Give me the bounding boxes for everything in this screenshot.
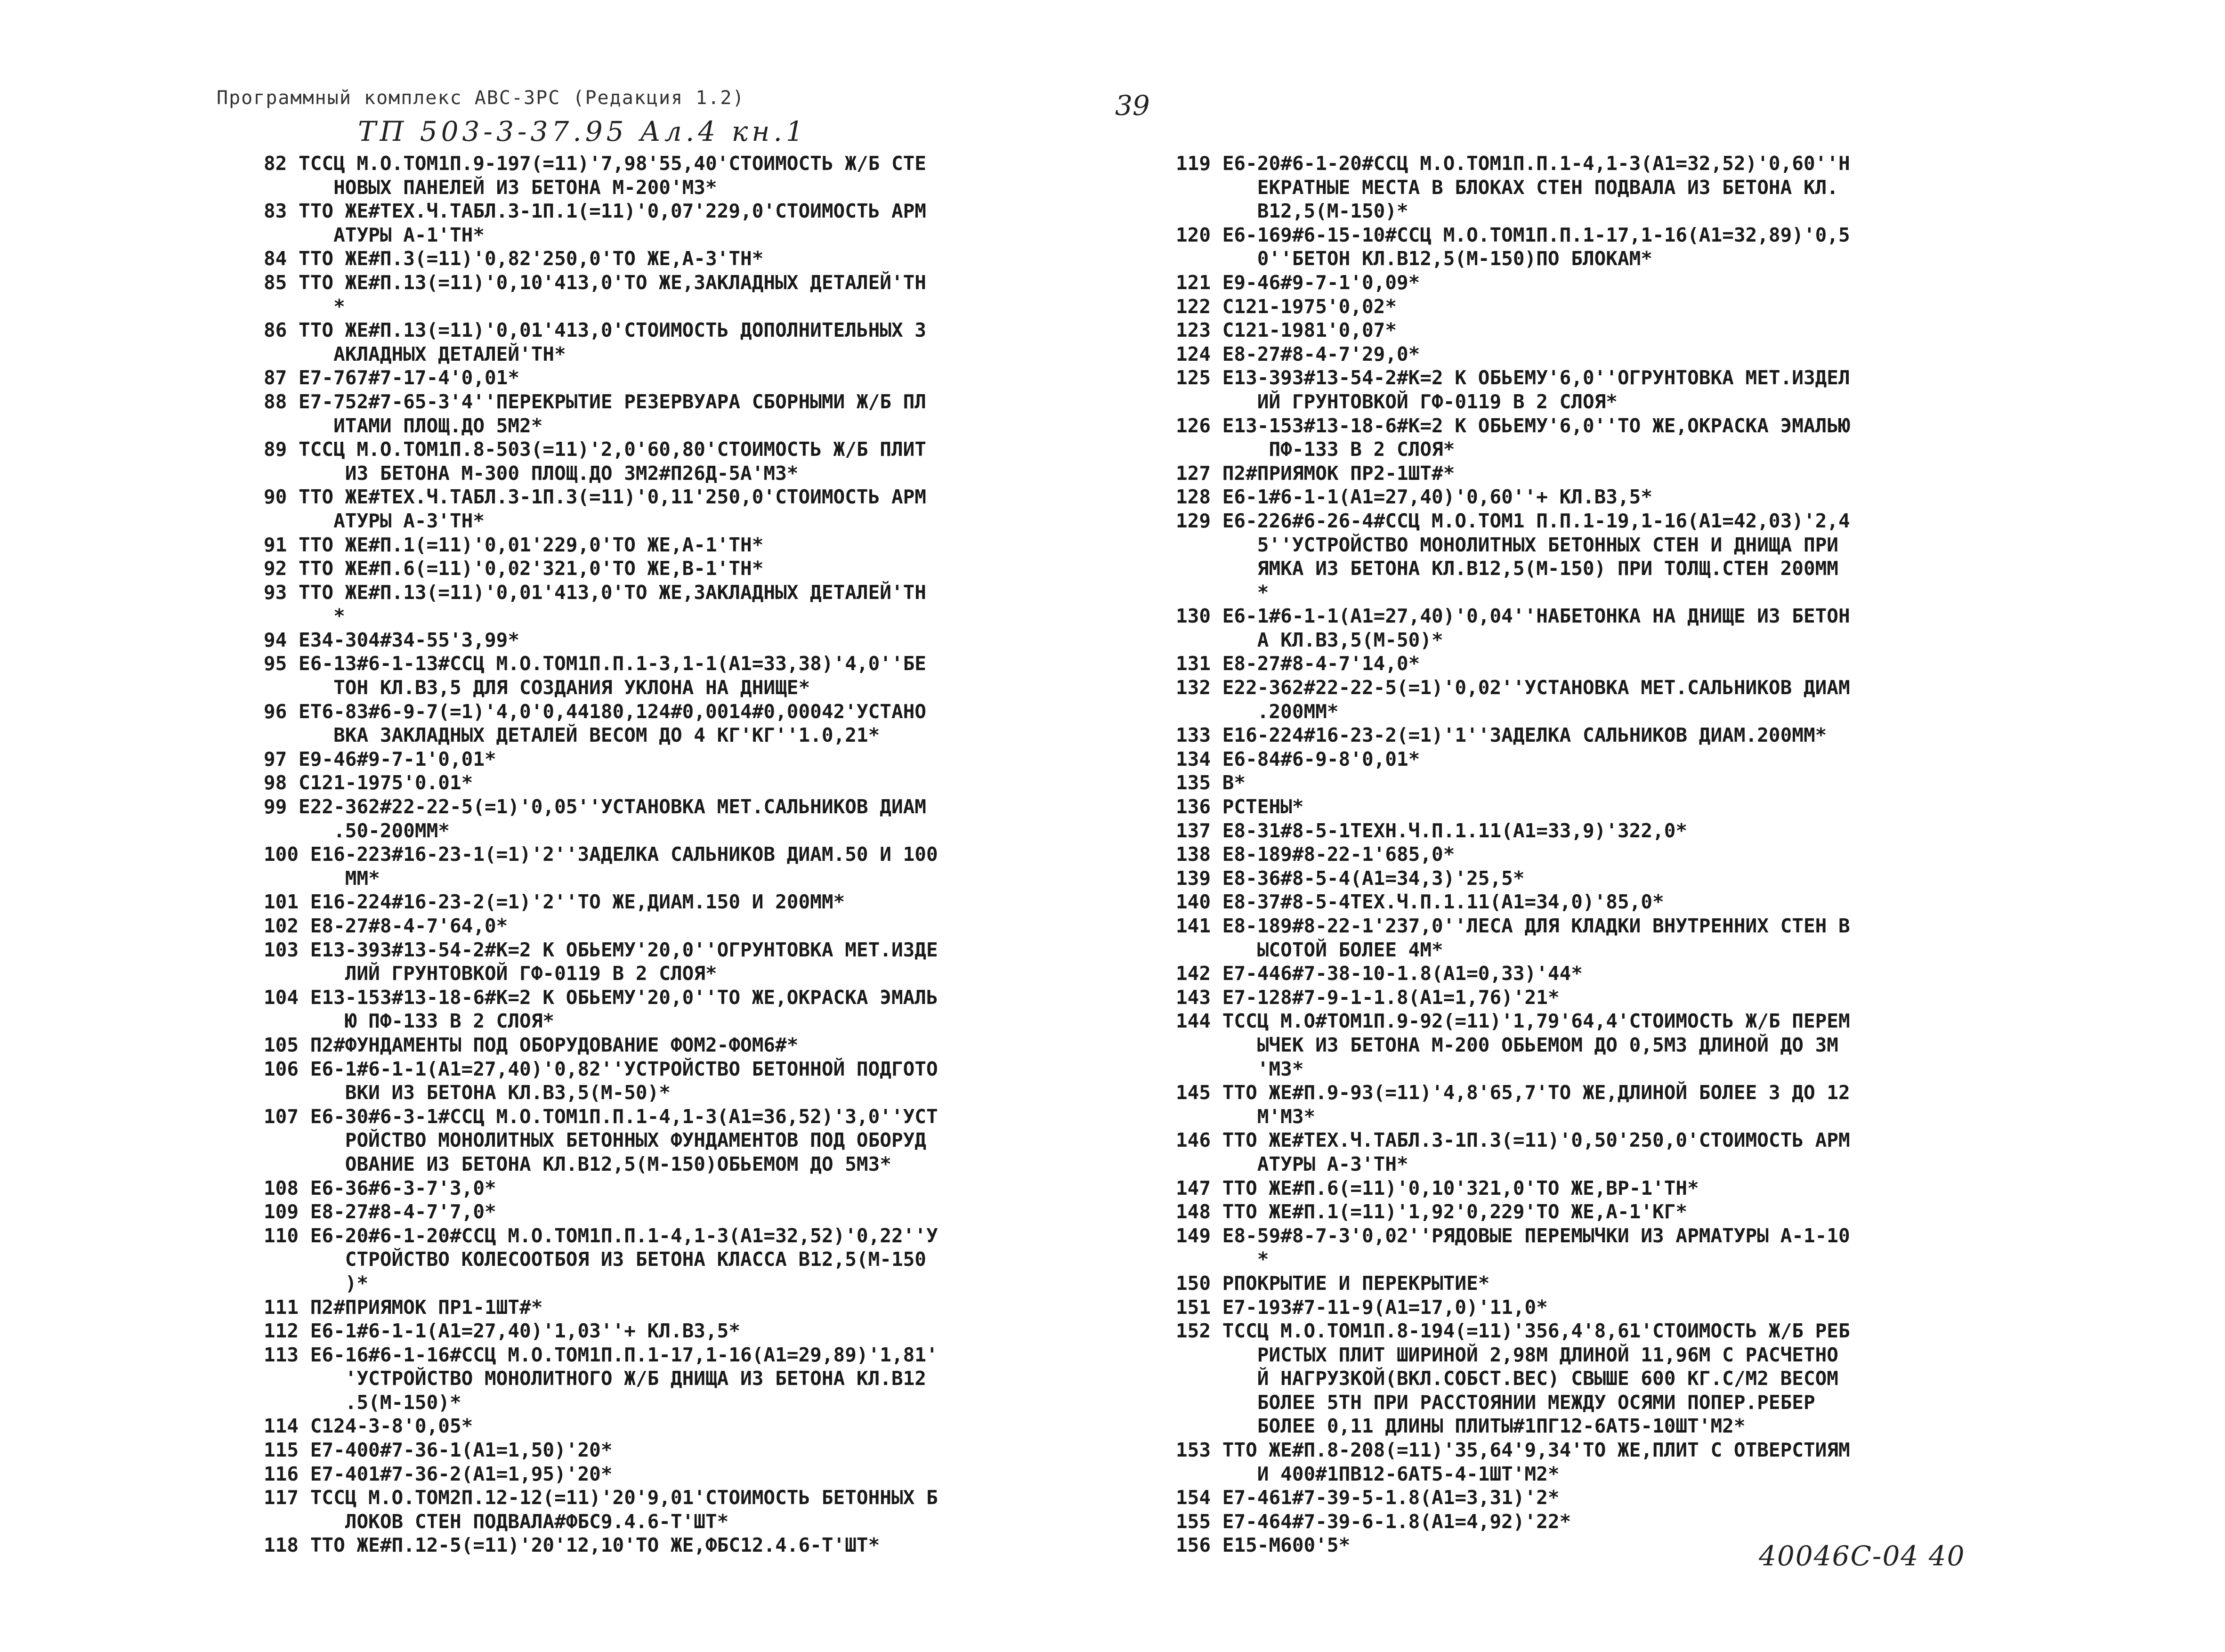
estimate-line: 143 Е7-128#7-9-1-1.8(А1=1,76)'21* [1176,986,1560,1009]
estimate-line: 121 Е9-46#9-7-1'0,09* [1176,271,1420,294]
estimate-line: 156 Е15-М600'5* [1176,1534,1351,1557]
estimate-line: * [264,295,345,318]
estimate-line: 103 Е13-393#13-54-2#К=2 К ОБЬЕМУ'20,0''ОГРУНТОВКА МЕТ.ИЗДЕ [264,938,938,961]
estimate-line: 108 Е6-36#6-3-7'3,0* [264,1176,496,1199]
estimate-line: 141 Е8-189#8-22-1'237,0''ЛЕСА ДЛЯ КЛАДКИ ВНУТРЕННИХ СТЕН В [1176,915,1850,937]
estimate-line: 147 ТТО ЖЕ#П.6(=11)'0,10'321,0'ТО ЖЕ,ВР-1'ТН* [1176,1176,1699,1199]
estimate-line: 93 ТТО ЖЕ#П.13(=11)'0,01'413,0'ТО ЖЕ,ЗАКЛАДНЫХ ДЕТАЛЕЙ'ТН [264,581,926,604]
estimate-line: 89 ТССЦ М.О.ТОМ1П.8-503(=11)'2,0'60,80'СТОИМОСТЬ Ж/Б ПЛИТ [264,438,926,461]
estimate-line: 86 ТТО ЖЕ#П.13(=11)'0,01'413,0'СТОИМОСТЬ ДОПОЛНИТЕЛЬНЫХ З [264,319,926,342]
estimate-line: Й НАГРУЗКОЙ(ВКЛ.СОБСТ.ВЕС) СВЫШЕ 600 КГ.С/М2 ВЕСОМ [1176,1367,1838,1390]
estimate-line: 146 ТТО ЖЕ#ТЕХ.Ч.ТАБЛ.3-1П.3(=11)'0,50'250,0'СТОИМОСТЬ АРМ [1176,1129,1850,1152]
estimate-line: 148 ТТО ЖЕ#П.1(=11)'1,92'0,229'ТО ЖЕ,А-1'КГ* [1176,1200,1688,1223]
estimate-line: В12,5(М-150)* [1176,200,1408,223]
estimate-line: 115 Е7-400#7-36-1(А1=1,50)'20* [264,1439,613,1462]
estimate-line: ЯМКА ИЗ БЕТОНА КЛ.В12,5(М-150) ПРИ ТОЛЩ.СТЕН 200ММ [1176,557,1838,580]
estimate-line: 138 Е8-189#8-22-1'685,0* [1176,843,1455,866]
estimate-line: НОВЫХ ПАНЕЛЕЙ ИЗ БЕТОНА М-200'М3* [264,176,717,199]
estimate-line: ЫЧЕК ИЗ БЕТОНА М-200 ОБЬЕМОМ ДО 0,5М3 ДЛИНОЙ ДО 3М [1176,1033,1838,1056]
estimate-line: ОВАНИЕ ИЗ БЕТОНА КЛ.В12,5(М-150)ОБЬЕМОМ ДО 5М3* [264,1152,891,1175]
estimate-line: И 400#1ПВ12-6АТ5-4-1ШТ'М2* [1176,1462,1560,1485]
estimate-line: 133 Е16-224#16-23-2(=1)'1''ЗАДЕЛКА САЛЬНИКОВ ДИАМ.200ММ* [1176,724,1827,747]
estimate-line: 109 Е8-27#8-4-7'7,0* [264,1200,496,1223]
estimate-line: 90 ТТО ЖЕ#ТЕХ.Ч.ТАБЛ.3-1П.3(=11)'0,11'250,0'СТОИМОСТЬ АРМ [264,486,926,509]
estimate-line: 152 ТССЦ М.О.ТОМ1П.8-194(=11)'356,4'8,61'СТОИМОСТЬ Ж/Б РЕБ [1176,1320,1850,1343]
estimate-line: ВКИ ИЗ БЕТОНА КЛ.В3,5(М-50)* [264,1081,671,1104]
estimate-line: 97 Е9-46#9-7-1'0,01* [264,747,496,770]
estimate-line: РИСТЫХ ПЛИТ ШИРИНОЙ 2,98М ДЛИНОЙ 11,96М С РАСЧЕТНО [1176,1343,1838,1366]
estimate-line: ПФ-133 В 2 СЛОЯ* [1176,438,1455,461]
estimate-line: 117 ТССЦ М.О.ТОМ2П.12-12(=11)'20'9,01'СТОИМОСТЬ БЕТОННЫХ Б [264,1486,938,1509]
estimate-line: 101 Е16-224#16-23-2(=1)'2''ТО ЖЕ,ДИАМ.150 И 200ММ* [264,891,845,914]
estimate-line: ЕКРАТНЫЕ МЕСТА В БЛОКАХ СТЕН ПОДВАЛА ИЗ БЕТОНА КЛ. [1176,176,1838,199]
handwritten-doc-reference: ТП 503-3-37.95 Ал.4 кн.1 [358,115,807,147]
estimate-line: 111 П2#ПРИЯМОК ПР1-1ШТ#* [264,1296,543,1319]
estimate-line: БОЛЕЕ 5ТН ПРИ РАССТОЯНИИ МЕЖДУ ОСЯМИ ПОПЕР.РЕБЕР [1176,1391,1815,1414]
estimate-line: 120 Е6-169#6-15-10#ССЦ М.О.ТОМ1П.П.1-17,1-16(А1=32,89)'0,5 [1176,223,1850,246]
estimate-line: 150 РПОКРЫТИЕ И ПЕРЕКРЫТИЕ* [1176,1271,1490,1295]
estimate-line: 135 В* [1176,771,1246,794]
estimate-line: 'М3* [1176,1057,1304,1080]
estimate-line: 88 Е7-752#7-65-3'4''ПЕРЕКРЫТИЕ РЕЗЕРВУАРА СБОРНЫМИ Ж/Б ПЛ [264,390,926,413]
estimate-line: 155 Е7-464#7-39-6-1.8(А1=4,92)'22* [1176,1510,1571,1533]
estimate-line: 116 Е7-401#7-36-2(А1=1,95)'20* [264,1462,613,1485]
estimate-line: 110 Е6-20#6-1-20#ССЦ М.О.ТОМ1П.П.1-4,1-3(А1=32,52)'0,22''У [264,1224,938,1247]
estimate-line: 129 Е6-226#6-26-4#ССЦ М.О.ТОМ1 П.П.1-19,1-16(А1=42,03)'2,4 [1176,509,1850,532]
estimate-line: А КЛ.В3,5(М-50)* [1176,628,1443,651]
estimate-line: 92 ТТО ЖЕ#П.6(=11)'0,02'321,0'ТО ЖЕ,В-1'ТН* [264,557,764,580]
estimate-line: 94 Е34-304#34-55'3,99* [264,628,520,651]
estimate-line: .50-200ММ* [264,819,450,842]
estimate-line: * [1176,581,1269,604]
estimate-line: ИТАМИ ПЛОЩ.ДО 5М2* [264,414,543,437]
estimate-line: 132 Е22-362#22-22-5(=1)'0,02''УСТАНОВКА МЕТ.САЛЬНИКОВ ДИАМ [1176,676,1850,699]
estimate-line: ЛОКОВ СТЕН ПОДВАЛА#ФБС9.4.6-Т'ШТ* [264,1510,729,1533]
estimate-line: 82 ТССЦ М.О.ТОМ1П.9-197(=11)'7,98'55,40'СТОИМОСТЬ Ж/Б СТЕ [264,152,926,175]
estimate-line: 139 Е8-36#8-5-4(А1=34,3)'25,5* [1176,866,1525,890]
estimate-line: БОЛЕЕ 0,11 ДЛИНЫ ПЛИТЫ#1ПГ12-6АТ5-10ШТ'М2* [1176,1415,1746,1438]
estimate-line: ИЗ БЕТОНА М-300 ПЛОЩ.ДО 3М2#П26Д-5А'М3* [264,462,799,485]
estimate-line: 151 Е7-193#7-11-9(А1=17,0)'11,0* [1176,1296,1548,1319]
estimate-line: 83 ТТО ЖЕ#ТЕХ.Ч.ТАБЛ.3-1П.1(=11)'0,07'229,0'СТОИМОСТЬ АРМ [264,200,926,223]
estimate-line: 104 Е13-153#13-18-6#К=2 К ОБЬЕМУ'20,0''ТО ЖЕ,ОКРАСКА ЭМАЛЬ [264,986,938,1009]
estimate-line: ТОН КЛ.В3,5 ДЛЯ СОЗДАНИЯ УКЛОНА НА ДНИЩЕ* [264,676,810,699]
estimate-line: ММ* [264,866,380,890]
estimate-line: 105 П2#ФУНДАМЕНТЫ ПОД ОБОРУДОВАНИЕ ФОМ2-ФОМ6#* [264,1033,799,1056]
estimate-line: * [264,605,345,628]
estimate-line: АТУРЫ А-1'ТН* [264,223,485,246]
estimate-line: 126 Е13-153#13-18-6#К=2 К ОБЬЕМУ'6,0''ТО ЖЕ,ОКРАСКА ЭМАЛЬЮ [1176,414,1850,437]
estimate-line: Ю ПФ-133 В 2 СЛОЯ* [264,1010,555,1033]
left-column [264,152,938,1557]
estimate-line: 113 Е6-16#6-1-16#ССЦ М.О.ТОМ1П.П.1-17,1-16(А1=29,89)'1,81' [264,1343,938,1366]
estimate-line: 95 Е6-13#6-1-13#ССЦ М.О.ТОМ1П.П.1-3,1-1(А1=33,38)'4,0''БЕ [264,652,926,675]
estimate-line: АТУРЫ А-3'ТН* [264,509,485,532]
estimate-line: 124 Е8-27#8-4-7'29,0* [1176,342,1420,365]
handwritten-footnote: 40046С-04 40 [1759,1540,1966,1572]
estimate-line: 118 ТТО ЖЕ#П.12-5(=11)'20'12,10'ТО ЖЕ,ФБС12.4.6-Т'ШТ* [264,1534,880,1557]
estimate-line: 153 ТТО ЖЕ#П.8-208(=11)'35,64'9,34'ТО ЖЕ,ПЛИТ С ОТВЕРСТИЯМ [1176,1439,1850,1462]
estimate-line: 149 Е8-59#8-7-3'0,02''РЯДОВЫЕ ПЕРЕМЫЧКИ ИЗ АРМАТУРЫ А-1-10 [1176,1224,1850,1247]
estimate-line: )* [264,1271,369,1295]
page-number: 39 [1115,89,1150,121]
estimate-line: 119 Е6-20#6-1-20#ССЦ М.О.ТОМ1П.П.1-4,1-3(А1=32,52)'0,60''Н [1176,152,1850,175]
estimate-line: 134 Е6-84#6-9-8'0,01* [1176,747,1420,770]
estimate-line: 96 ЕТ6-83#6-9-7(=1)'4,0'0,44180,124#0,0014#0,00042'УСТАНО [264,700,926,723]
estimate-line: * [1176,1248,1269,1271]
estimate-line: 144 ТССЦ М.О#ТОМ1П.9-92(=11)'1,79'64,4'СТОИМОСТЬ Ж/Б ПЕРЕМ [1176,1010,1850,1033]
estimate-line: ЫСОТОЙ БОЛЕЕ 4М* [1176,938,1443,961]
estimate-line: М'М3* [1176,1105,1316,1128]
estimate-line: 99 Е22-362#22-22-5(=1)'0,05''УСТАНОВКА МЕТ.САЛЬНИКОВ ДИАМ [264,795,926,818]
estimate-line: 0''БЕТОН КЛ.В12,5(М-150)ПО БЛОКАМ* [1176,247,1653,270]
estimate-line: 85 ТТО ЖЕ#П.13(=11)'0,10'413,0'ТО ЖЕ,ЗАКЛАДНЫХ ДЕТАЛЕЙ'ТН [264,271,926,294]
estimate-line: ИЙ ГРУНТОВКОЙ ГФ-0119 В 2 СЛОЯ* [1176,390,1618,413]
estimate-line: 154 Е7-461#7-39-5-1.8(А1=3,31)'2* [1176,1486,1560,1509]
estimate-line: 142 Е7-446#7-38-10-1.8(А1=0,33)'44* [1176,962,1583,985]
estimate-line: 91 ТТО ЖЕ#П.1(=11)'0,01'229,0'ТО ЖЕ,А-1'ТН* [264,533,764,556]
estimate-line: РОЙСТВО МОНОЛИТНЫХ БЕТОННЫХ ФУНДАМЕНТОВ ПОД ОБОРУД [264,1129,926,1152]
estimate-line: 130 Е6-1#6-1-1(А1=27,40)'0,04''НАБЕТОНКА НА ДНИЩЕ ИЗ БЕТОН [1176,605,1850,628]
estimate-line: 106 Е6-1#6-1-1(А1=27,40)'0,82''УСТРОЙСТВО БЕТОННОЙ ПОДГОТО [264,1057,938,1080]
estimate-line: 112 Е6-1#6-1-1(А1=27,40)'1,03''+ КЛ.В3,5* [264,1320,741,1343]
estimate-line: 84 ТТО ЖЕ#П.3(=11)'0,82'250,0'ТО ЖЕ,А-3'ТН* [264,247,764,270]
estimate-line: 125 Е13-393#13-54-2#К=2 К ОБЬЕМУ'6,0''ОГРУНТОВКА МЕТ.ИЗДЕЛ [1176,366,1850,389]
estimate-line: АТУРЫ А-3'ТН* [1176,1152,1408,1175]
estimate-line: ВКА ЗАКЛАДНЫХ ДЕТАЛЕЙ ВЕСОМ ДО 4 КГ'КГ''1.0,21* [264,724,880,747]
estimate-line: 100 Е16-223#16-23-1(=1)'2''ЗАДЕЛКА САЛЬНИКОВ ДИАМ.50 И 100 [264,843,938,866]
estimate-line: 128 Е6-1#6-1-1(А1=27,40)'0,60''+ КЛ.В3,5* [1176,486,1653,509]
estimate-line: 131 Е8-27#8-4-7'14,0* [1176,652,1420,675]
estimate-line: 137 Е8-31#8-5-1ТЕХН.Ч.П.1.11(А1=33,9)'322,0* [1176,819,1688,842]
estimate-line: .5(М-150)* [264,1391,461,1414]
estimate-line: 136 РСТЕНЫ* [1176,795,1304,818]
estimate-line: АКЛАДНЫХ ДЕТАЛЕЙ'ТН* [264,342,566,365]
estimate-line: СТРОЙСТВО КОЛЕСООТБОЯ ИЗ БЕТОНА КЛАССА В12,5(М-150 [264,1248,926,1271]
estimate-line: 122 С121-1975'0,02* [1176,295,1397,318]
estimate-line: 145 ТТО ЖЕ#П.9-93(=11)'4,8'65,7'ТО ЖЕ,ДЛИНОЙ БОЛЕЕ 3 ДО 12 [1176,1081,1850,1104]
estimate-line: 114 С124-3-8'0,05* [264,1415,473,1438]
estimate-line: 5''УСТРОЙСТВО МОНОЛИТНЫХ БЕТОННЫХ СТЕН И ДНИЩА ПРИ [1176,533,1838,556]
estimate-line: ЛИЙ ГРУНТОВКОЙ ГФ-0119 В 2 СЛОЯ* [264,962,717,985]
estimate-line: 98 С121-1975'0.01* [264,771,473,794]
document-header: Программный комплекс АВС-ЗРС (Редакция 1.2) [217,87,745,109]
estimate-line: 102 Е8-27#8-4-7'64,0* [264,915,508,937]
estimate-line: 'УСТРОЙСТВО МОНОЛИТНОГО Ж/Б ДНИЩА ИЗ БЕТОНА КЛ.В12 [264,1367,926,1390]
estimate-line: 140 Е8-37#8-5-4ТЕХ.Ч.П.1.11(А1=34,0)'85,0* [1176,891,1664,914]
estimate-line: .200ММ* [1176,700,1339,723]
estimate-line: 107 Е6-30#6-3-1#ССЦ М.О.ТОМ1П.П.1-4,1-3(А1=36,52)'3,0''УСТ [264,1105,938,1128]
estimate-line: 127 П2#ПРИЯМОК ПР2-1ШТ#* [1176,462,1455,485]
right-column [1176,152,1850,1557]
estimate-line: 123 С121-1981'0,07* [1176,319,1397,342]
estimate-line: 87 Е7-767#7-17-4'0,01* [264,366,520,389]
